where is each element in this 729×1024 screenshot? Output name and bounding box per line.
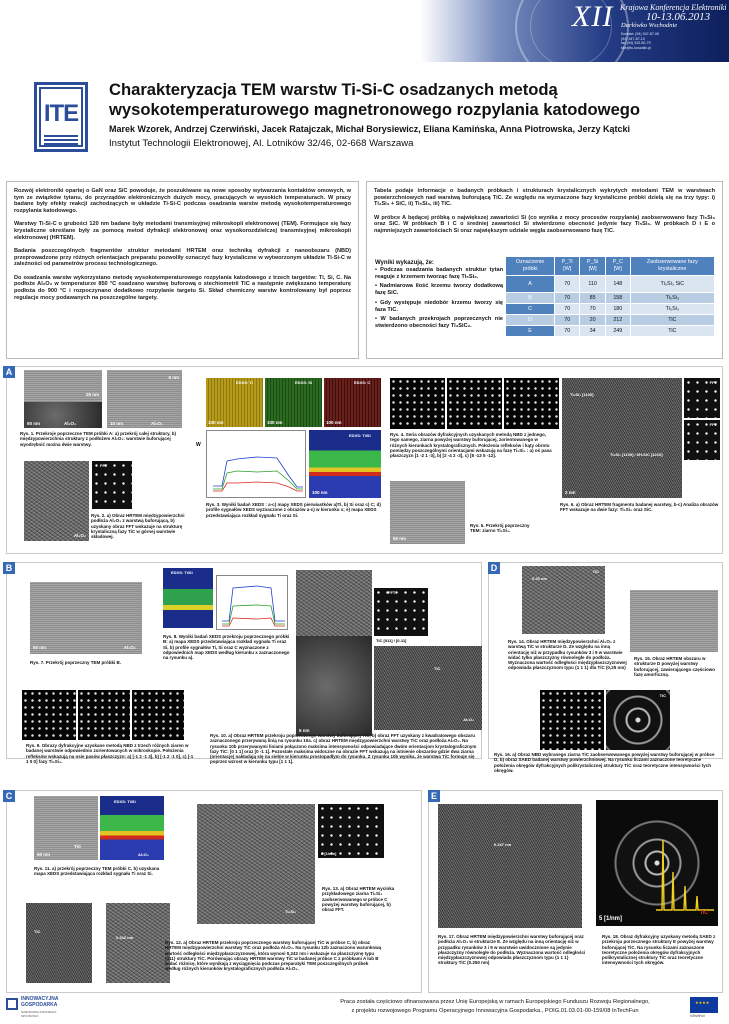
hrtem-image: 0.25 nm TiC (522, 566, 605, 634)
banner-conference: Krajowa Konferencja Elektroniki (620, 3, 727, 12)
hrtem-image: Ti₅Si₃ (197, 804, 315, 924)
nbd-pattern (504, 378, 559, 429)
figure-caption: Rys. 8. Wyniki badań XEDS przekroju poprzecznego próbki B: a) mapa XEDS przedstawiająca rozkład sygnału Ti oraz Si, b) profile sygnałów Ti, Si oraz C wyznaczone z odpowiednich map XEDS według kierunku x zaznaczonego na rysunku a). (163, 634, 290, 661)
xeds-profile-graph (216, 575, 288, 630)
intro-right-box (366, 181, 723, 359)
xeds-map-tisi: EDXS: Ti/Si (163, 568, 213, 628)
figure-caption: Rys. 7. Przekrój poprzeczny TEM próbki B. (30, 660, 122, 665)
xeds-map-ti: EDXS: Ti 100 nm (206, 378, 263, 427)
xeds-map-c: EDXS: C 100 nm (324, 378, 381, 427)
tem-image: 5 nm (296, 636, 372, 736)
tem-image: 50 nm (390, 481, 465, 544)
figure-caption: Rys. 18. Obraz dyfrakcyjny uzyskany metodą SAED z przekroju porzecznego struktury E powyżej warstwy buforującej TiC. Na rysunku liczami zaznaczone teoretyczne położenia okręgów dyfrakcyjnych polikrystalicznej struktury TiC oraz teoretyczne intensywności tych okręgów. (602, 934, 716, 966)
figure-caption: Rys. 11. a) przekrój poprzeczny TEM próbki C, b) uzyskana mapa XEDS przedstawiająca rozkład sygnału Ti oraz Si. (34, 866, 160, 877)
intro-paragraph: Badania poszczególnych fragmentów struktur metodami HRTEM oraz techniką dyfrakcji z nanoobszaru (NBD) przeprowadzone przy różnych orientacjach preparatu pozwoliły oznaczyć fazy krystaliczne w wytworzonym układzie Ti-Si-C w zależności od parametrów procesu technologicznego. (14, 247, 351, 268)
results-item: • Podczas osadzania badanych struktur tytan reaguje z krzemem tworząc fazę Ti₅Si₃. (375, 267, 503, 280)
fft-image: FFT (92, 461, 132, 509)
figure-caption: Rys. 14. Obraz HRTEM międzypowierzchni Al₂O₃ z warstwą TiC w strukturze D. Ze względu na inną orientację niż w przypadku rysunków 3 i 9 w warstwie widać tylko płaszczyzny równoległe do podłoża. Wyznaczona wartość odległości międzypłaszczyznowej odpowiada płaszczyznom typu {1 1 1} dla TiC (0,25 nm) (508, 639, 627, 671)
hrtem-image: TiC Al₂O₃ (374, 646, 482, 730)
tem-image: 50 nm Al₂O₃ (30, 582, 142, 654)
hrtem-image: Ti₅Si₃ [1100] Ti₅Si₃ [1100] / 6H-SiC [1210] 2 nm (562, 378, 682, 498)
xeds-map-si: EDXS: Si 100 nm (265, 378, 322, 427)
table-header: P_Si [W] (580, 257, 606, 276)
figure-caption: Rys. 17. Obraz HRTEM międzypowierzchni warstwy buforującej oraz podłoża Al₂O₃ w strukturze E. Ze względu na inną orientację niż w przypadku rysunków 3 i 9 w warstwie uwidocznione są jedynie płaszczyzny równoległe do podłoża. Wyznaczona wartość odległości międzypłaszczyznowej odpowiada płaszczyznom typu {1 1 1} struktury TiC (0.250 nm) (438, 934, 586, 966)
results-item: • Nadmiarowa ilość krzemu tworzy dodatkową fazę SiC. (375, 283, 503, 297)
intro-paragraph: Tabela podaje informacje o badanych próbkach i strukturach krystalicznych wykrytych metodami TEM w warstwach powierzchniowych nad warstwą buforującą TiC. Ze względu na wyznaczone fazy krystaliczne próbki dzielą się na trzy typy: i) Ti₃Si₃ + SiC, ii) Ti₅Si₃, iii) TiC. (374, 188, 715, 208)
table-header: P_Ti [W] (555, 257, 580, 276)
xeds-map-tisi: EDXS: Ti/Si 100 nm (309, 430, 381, 498)
tem-image: 25 nm (24, 370, 102, 402)
figure-caption: Rys. 5. Przekrój poprzeczny TEM: ziarno Ti₅Si₃. (470, 523, 530, 534)
section-a-label: A (3, 366, 15, 378)
hrtem-image (296, 570, 372, 636)
table-header: Oznaczenie próbki (506, 257, 555, 276)
section-b-label: B (3, 562, 15, 574)
table-row: A 70 110 148 Ti₅Si₃ SiC (506, 276, 715, 293)
banner-contact: Kontakt: (94) 347-87-06 (94) 347-87-10 fax (94) 343-50-79 kke@tu.koszalin.pl (621, 32, 659, 50)
figure-caption: Rys. 4. Seria obrazów dyfrakcyjnych uzyskanych metodą NBD z jednego, tego samego, ziarna powyżej warstwy buforującej, zorientowanego w różnych kierunkach krystalograficznych. Położenia refleksów i kąty obrotu pomiędzy poszczególnymi orientacjami wskazują na fazę Ti₅Si₃ : a) oś pasa płaszczyzn [1 -2 1 -3], b) [2 -4 2 -3], c) [8 -13 5 -12]. (390, 432, 552, 459)
tem-image: 50 nm Al₂O₃ (24, 402, 102, 428)
banner-numeral: XII (572, 0, 614, 33)
samples-table (505, 256, 715, 337)
poster-title: Charakteryzacja TEM warstw Ti-Si-C osadzanych metodą wysokotemperaturowego magnetronowego rozpylania katodowego (109, 80, 641, 119)
figure-caption: Rys. 6. a) Obraz HRTEM fragmentu badanej warstwy, b-c) Analiza obrazów FFT wskazuje na dwie fazy: Ti₅Si₃ oraz SiC. (560, 502, 719, 513)
intro-paragraph: Rozwój elektroniki opartej o GaN oraz SiC powoduje, że poszukiwane są nowe sposoby wytwarzania kontaktów omowych, w tym ze związków tytanu, do przyrządów elektronicznych dużych mocy, pracujących w wysokich temperaturach. W pracy badane były efekty reakcji zachodzących w układzie Ti-Si-C podczas osadzania warstw metodą wysokotemperaturowego rozpylania katodowego. (14, 188, 351, 215)
nbd-pattern (22, 690, 76, 740)
figure-caption: Rys. 16. a) Obraz NBD wybranego ziarna TiC zaobserwowanego powyżej warstwy buforującej w próbce D, b) obraz SAED badanej warstwy powierzchniowej. Na rysunku liczami zaznaczone teoretyczne położenia okręgów dyfrakcyjnych polikrystalicznej struktury TiC oraz teoretyczne intensywności tych okręgów. (494, 752, 715, 773)
hrtem-image: TiC (26, 903, 92, 983)
nbd-pattern (447, 378, 502, 429)
hrtem-image: 0.242 nm (106, 903, 170, 983)
nbd-pattern (390, 378, 445, 429)
nbd-pattern (132, 690, 184, 740)
saed-pattern: 5 [1/nm] TiC (596, 800, 718, 926)
nbd-pattern (540, 690, 604, 750)
banner-date: 10-13.06.2013 (646, 11, 711, 23)
figure-caption: Rys. 1. Przekroje poprzeczne TEM próbki A: a) przekrój całej struktury, b) międzypowierzchnia struktury z podłożem Al₂O₃: warstwie buforującej wyodrębnić można dwie warstwy. (20, 431, 177, 447)
conference-banner (0, 0, 729, 62)
intro-paragraph: W próbce A będącej próbką o największej zawartości Si (co wynika z mocy procesów rozpylania) zaobserwowano fazy Ti₅Si₃ oraz SiC. W próbkach B i C o średniej zawartości Si stwierdzono obecność jedynie fazy Ti₅Si₃. W próbkach D i E o najmniejszych zawartościach Si oraz największym udziale węgla zaobserwowano fazę TiC. (374, 214, 715, 235)
poster-authors: Marek Wzorek, Andrzej Czerwiński, Jacek Ratajczak, Michał Borysiewicz, Eliana Kamińska, Anna Piotrowska, Jerzy Kątcki (109, 124, 631, 134)
fft-image: FFT (684, 378, 720, 418)
hrtem-image: Al₂O₃ (24, 461, 89, 541)
intro-paragraph: Warstwy Ti-Si-C o grubości 120 nm badane były metodami transmisyjnej mikroskopii elektronowej (TEM). Formujące się fazy krystaliczne określane były za pomocą metod dyfrakcji elektronowej oraz wysokorozdzielczej transmisyjnej mikroskopii elektronowej (HRTEM). (14, 221, 351, 241)
saed-pattern: TiC (606, 690, 670, 750)
ite-logo: ITE (34, 82, 88, 152)
direction-label: W (196, 442, 201, 448)
xeds-profile-graph (206, 430, 306, 498)
results-item: • W badanych przekrojach poprzecznych nie stwierdzono obecności fazy Ti₃SiC₂. (375, 316, 503, 329)
figure-caption: Rys. 3. Wyniki badań XEDS : a-c) mapy XEDS pierwiastków a)Ti, b) Si oraz c) C; d) profile sygnałów XEDS wyznaczone z obrazów a-c) w kierunku x; e) mapa XEDS przedstawiająca rozkład sygnału Ti oraz Si. (206, 502, 381, 518)
figure-caption: Rys. 10. a) Obraz HRTEM przekroju poprzecznego warstwy buforującej TiC, b) obraz FFT uzyskany z kwadratowego obszaru zaznaczonego przerywaną linią na rysunku 10a. c) obraz HRTEM międzypowierzchni warstwy TiC oraz podłoża Al₂O₃. Na rysunku 10b przerywanymi liniami połączono maksima intensywności odpowiadające dwóm orientacjom krystalograficznym fazy TiC: [0 1 1] oraz [0 -1 1]. Pozostałe maksima widoczne na obrazie FFT wskazują na istnienie obszarów gdzie dwa ziarna (orientacje) nakładają się na siebie w kierunku prostopadłym do rysunku. Z rysunku 10b wynika, że warstwa TiC formuje się poprzez wzrost w kierunku typu [1 1 1]. (210, 733, 477, 765)
section-e-label: E (428, 790, 440, 802)
figure-caption: Rys. 12. a) Obraz HRTEM przekroju poprzecznego warstwy buforującej TiC w próbce C, b) obraz HRTEM międzypowierzchni warstwy TiC oraz podłoża Al₂O₃. Na rysunku 12b zaznaczono warunkową wartość odległości międzypłaszczyznowej, która wynosi 0,242 nm i wskazuje na płaszczyznę typu {111} struktury TiC. Porównując obrazy HRTEM warstwy TiC w badanej próbce C z próbkami A lub B widać różnicę, które wynikają z wyciągnięcia podczas preparatyki TEM poszczególnych próbek według różnych kierunków krystalograficznych podłoża Al₂O₃. (165, 940, 382, 972)
table-row: D 70 20 212 TiC (506, 315, 715, 326)
hrtem-image (630, 590, 718, 652)
results-item: • Gdy występuje niedobór krzemu tworzy się faza TiC. (375, 299, 503, 313)
table-row: C 70 70 180 Ti₅Si₃ (506, 304, 715, 315)
tem-image: 5 nm 10 nm Al₂O₃ (107, 370, 182, 428)
fft-orientation-label: TiC [011] / [0-11] (376, 638, 407, 643)
intro-paragraph: Do osadzania warstw wykorzystano metodę wysokotemperaturowego rozpylania katodowego z trzech targetów: Ti, Si, C. Na podłoże Al₂O₃ w temperaturze 850 °C osadzano warstwę buforową o stechiometrii TiC a następnie zwiększano temperaturę podłoża do 900 °C i rozpoczynano dodatkowo rozpylanie targetu Si. Skład chemiczny warstw kontrolowany był poprzez regulacje mocy podawanych na poszczególne targety. (14, 274, 351, 301)
results-heading: Wyniki wykazują, że: (375, 260, 434, 266)
funding-note: Praca została częściowo sfinansowana przez Unię Europejską w ramach Europejskiego Funduszu Rozwoju Regionalnego, z projektu rozwojowego Programu Operacyjnego Innowacyjna Gospodarka., POIG.01.03.01-00-159/08 InTechFun (340, 999, 650, 1014)
table-header: Zaobserwowane fazy krystaliczne (630, 257, 714, 276)
xeds-map-tisi: EDXS: Ti/Si Al₂O₃ (100, 796, 164, 860)
nbd-pattern (78, 690, 130, 740)
intro-left-box (6, 181, 359, 359)
results-list (375, 267, 503, 333)
table-row: E 70 34 249 TiC (506, 326, 715, 337)
innowacyjna-gospodarka-logo: INNOWACYJNA GOSPODARKA NARODOWA STRATEGIA SPÓJNOŚCI (6, 996, 60, 1018)
figure-caption: Rys. 2. a) Obraz HRTEM międzypowierzchni podłoża Al₂O₃ z warstwą buforującą, b) uzyskany obraz FFT wskazuje na strukturę krystaliczną fazy TiC w górnej warstwie składowej. (91, 513, 185, 540)
fft-image: 5 [1/nm] (318, 804, 384, 858)
fft-image: FFT (684, 420, 720, 460)
hrtem-image: 0.247 nm (438, 804, 582, 928)
table-row: B 70 85 158 Ti₅Si₃ (506, 293, 715, 304)
section-c-label: C (3, 790, 15, 802)
tem-image: 50 nm TiC (34, 796, 98, 860)
figure-caption: Rys. 13. a) Obraz HRTEM wycinka przykładowego ziarna Ti₅Si₃ zaobserwowanego w próbce C powyżej warstwy buforującej, b) obraz FFT. (322, 886, 395, 913)
fft-image: FFT (374, 588, 428, 636)
poster-affiliation: Instytut Technologii Elektronowej, Al. Lotników 32/46, 02-668 Warszawa (109, 138, 414, 149)
banner-place: Darłówko Wschodnie (621, 22, 678, 29)
section-d-label: D (488, 562, 500, 574)
figure-caption: Rys. 9. Obrazy dyfrakcyjne uzyskane metodą NBD z trzech różnych ziaren w badanej warstwie odpowiednio zorientowanych w mikroskopie. Położenia refleksów wskazują na osie pasów płaszczyzn: a) [-1 2 -1 3], b) [-1 2 -1 0], c) [-1 1 0 0] fazy Ti₅Si₃. (26, 743, 194, 764)
figure-caption: Rys. 15. Obraz HRTEM obszaru w strukturze D powyżej warstwy buforującej, zawierającego częściowo fazę amorficzną. (634, 656, 716, 677)
eu-flag-icon: ★★★★ InTechFun (690, 997, 722, 1019)
table-header: P_C [W] (605, 257, 630, 276)
